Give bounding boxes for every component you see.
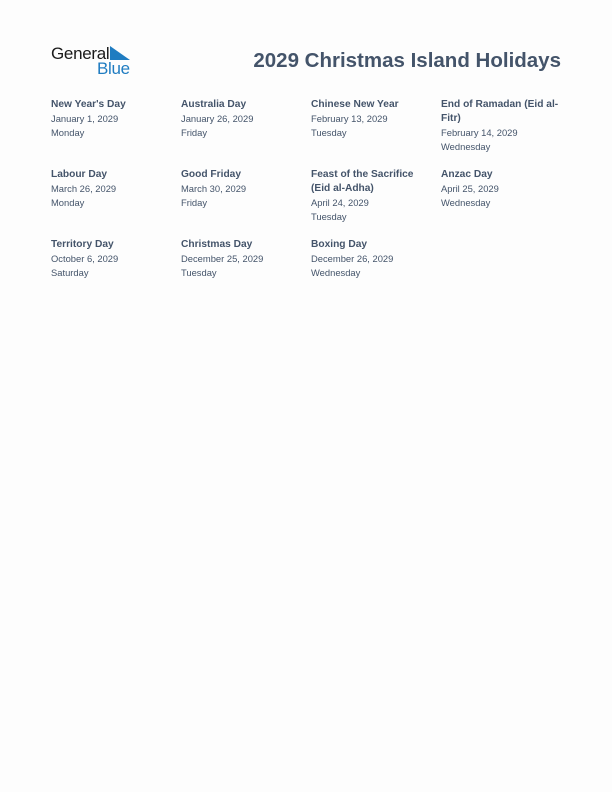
holiday-name: Christmas Day [181,239,253,250]
holiday-date: December 26, 2029 [311,253,394,264]
holiday-weekday: Monday [51,197,85,208]
page-title: 2029 Christmas Island Holidays [253,49,561,72]
holiday-item [181,168,303,210]
holiday-item [181,98,303,140]
holiday-item [51,168,173,210]
holiday-name: Boxing Day [311,239,368,250]
holiday-date: April 25, 2029 [441,183,499,194]
holiday-name: Good Friday [181,169,241,180]
holiday-date: January 26, 2029 [181,113,254,124]
holiday-name: Feast of the Sacrifice (Eid al-Adha) [311,169,414,194]
holiday-date: February 13, 2029 [311,113,388,124]
holiday-name: Chinese New Year [311,99,399,110]
holiday-weekday: Friday [181,127,208,138]
holiday-weekday: Tuesday [311,211,347,222]
holiday-name: Labour Day [51,169,108,180]
holiday-name: End of Ramadan (Eid al-Fitr) [441,99,559,124]
holiday-weekday: Wednesday [441,141,491,152]
logo-text-blue: Blue [97,59,130,78]
logo-text-general: General [51,44,110,63]
holiday-item [51,98,173,140]
holiday-name: Anzac Day [441,169,493,180]
holiday-name: New Year's Day [51,99,126,110]
holiday-item [311,168,433,224]
holiday-item [51,238,173,280]
holiday-weekday: Saturday [51,267,89,278]
holiday-name: Australia Day [181,99,247,110]
generalblue-logo [50,44,140,78]
holiday-weekday: Tuesday [311,127,347,138]
holiday-name: Territory Day [51,239,114,250]
holiday-date: December 25, 2029 [181,253,264,264]
holiday-date: January 1, 2029 [51,113,119,124]
holiday-date: March 26, 2029 [51,183,117,194]
holiday-weekday: Friday [181,197,208,208]
holiday-item [311,98,433,140]
holiday-item [311,238,433,280]
holiday-date: March 30, 2029 [181,183,247,194]
holiday-item [441,168,563,210]
holiday-item [441,98,563,154]
holiday-weekday: Wednesday [311,267,361,278]
holiday-date: February 14, 2029 [441,127,518,138]
holiday-item [181,238,303,280]
holiday-weekday: Wednesday [441,197,491,208]
logo-triangle-icon [110,46,130,60]
holiday-weekday: Tuesday [181,267,217,278]
holiday-date: April 24, 2029 [311,197,369,208]
holiday-weekday: Monday [51,127,85,138]
holiday-date: October 6, 2029 [51,253,119,264]
